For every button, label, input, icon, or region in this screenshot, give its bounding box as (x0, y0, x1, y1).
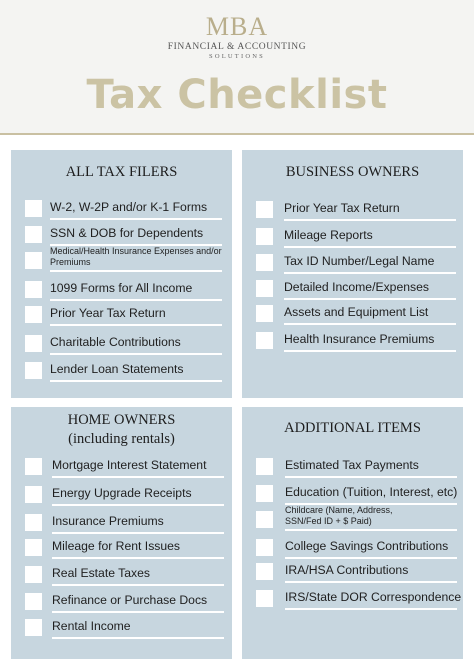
checklist-item (11, 485, 232, 509)
checklist-item (11, 361, 232, 385)
checkbox[interactable] (256, 539, 273, 556)
checklist-item (242, 200, 463, 224)
divider (285, 581, 457, 583)
logo-company-subtitle: SOLUTIONS (209, 53, 265, 60)
checklist-item-label: Education (Tuition, Interest, etc) (285, 485, 458, 499)
panel-title: ADDITIONAL ITEMS (284, 420, 421, 436)
header (0, 0, 474, 135)
panel-additional-items (242, 407, 463, 659)
checklist-item (11, 565, 232, 589)
checklist-item-label: 1099 Forms for All Income (50, 281, 193, 295)
panel-all-tax-filers (11, 150, 232, 398)
checklist-item (242, 505, 463, 534)
checkbox[interactable] (25, 200, 42, 217)
divider (50, 270, 222, 272)
checklist-item (11, 305, 232, 329)
checkbox[interactable] (25, 619, 42, 636)
panel-business-owners (242, 150, 463, 398)
checkbox[interactable] (25, 335, 42, 352)
checklist-item (11, 538, 232, 562)
checklist-item (11, 592, 232, 616)
checklist-item-label: Charitable Contributions (50, 335, 181, 349)
checklist-item-label: Real Estate Taxes (52, 566, 151, 580)
divider (52, 611, 224, 613)
divider (284, 323, 456, 325)
divider (285, 476, 457, 478)
panel-subtitle: (including rentals) (68, 431, 175, 447)
divider (52, 476, 224, 478)
divider (285, 608, 457, 610)
checklist-item-label: Prior Year Tax Return (284, 201, 400, 215)
checklist-item (242, 562, 463, 586)
checklist-item-label: Tax ID Number/Legal Name (284, 254, 435, 268)
divider (285, 557, 457, 559)
divider (284, 350, 456, 352)
checkbox[interactable] (256, 511, 273, 528)
checklist-item (242, 279, 463, 303)
checklist-item (11, 246, 232, 275)
panel-title: HOME OWNERS (67, 412, 176, 428)
checkbox[interactable] (25, 566, 42, 583)
checklist-item (242, 227, 463, 251)
checkbox[interactable] (25, 458, 42, 475)
checkbox[interactable] (256, 201, 273, 218)
checklist-item-label: Health Insurance Premiums (284, 332, 435, 346)
checkbox[interactable] (25, 306, 42, 323)
divider (284, 219, 456, 221)
checklist-item-label: SSN & DOB for Dependents (50, 226, 204, 240)
checklist-item-label: Lender Loan Statements (50, 362, 184, 376)
divider (50, 353, 222, 355)
logo-company-name: FINANCIAL & ACCOUNTING (167, 42, 307, 52)
checkbox[interactable] (25, 362, 42, 379)
logo-mark: MBA (205, 12, 269, 41)
page-title: Tax Checklist (86, 72, 388, 118)
divider (50, 380, 222, 382)
checklist-item-label: Detailed Income/Expenses (284, 280, 429, 294)
checkbox[interactable] (256, 254, 273, 271)
checkbox[interactable] (25, 281, 42, 298)
panel-home-owners (11, 407, 232, 659)
checklist-item (11, 457, 232, 481)
divider (285, 529, 457, 531)
checklist-item-label: Estimated Tax Payments (285, 458, 419, 472)
checklist-item-label: Mileage for Rent Issues (52, 539, 181, 553)
checklist-item (11, 199, 232, 223)
divider (284, 272, 456, 274)
checkbox[interactable] (25, 226, 42, 243)
checklist-item-label: Rental Income (52, 619, 131, 633)
checklist-item-label: Mileage Reports (284, 228, 373, 242)
checkbox[interactable] (256, 590, 273, 607)
checkbox[interactable] (25, 486, 42, 503)
checklist-item-label: Assets and Equipment List (284, 305, 429, 319)
checkbox[interactable] (256, 228, 273, 245)
checklist-item-label: Medical/Health Insurance Expenses and/or Premiums (50, 246, 222, 267)
checklist-item (242, 253, 463, 277)
checklist-item (242, 331, 463, 355)
divider (52, 637, 224, 639)
checklist-item-label: Energy Upgrade Receipts (52, 486, 192, 500)
checklist-item-label: College Savings Contributions (285, 539, 449, 553)
divider (284, 246, 456, 248)
checklist-item-label: Mortgage Interest Statement (52, 458, 207, 472)
checklist-item (242, 538, 463, 562)
checklist-item (11, 618, 232, 642)
checkbox[interactable] (25, 593, 42, 610)
checkbox[interactable] (25, 539, 42, 556)
checklist-item (242, 457, 463, 481)
checklist-item (242, 589, 463, 613)
checklist-item-label: Insurance Premiums (52, 514, 164, 528)
checklist-item (11, 280, 232, 304)
checkbox[interactable] (25, 252, 42, 269)
checkbox[interactable] (256, 485, 273, 502)
divider (284, 298, 456, 300)
checklist-item-label: IRS/State DOR Correspondence (285, 590, 462, 604)
checklist-item (11, 513, 232, 537)
checkbox[interactable] (256, 280, 273, 297)
checkbox[interactable] (256, 563, 273, 580)
checklist-item-label: Prior Year Tax Return (50, 306, 166, 320)
divider (50, 299, 222, 301)
checklist-item-label: Refinance or Purchase Docs (52, 593, 208, 607)
divider (52, 584, 224, 586)
panel-title: BUSINESS OWNERS (285, 164, 420, 180)
checklist-item-label: IRA/HSA Contributions (285, 563, 409, 577)
divider (52, 532, 224, 534)
checklist-item-label: W-2, W-2P and/or K-1 Forms (50, 200, 208, 214)
checklist-item-label: Childcare (Name, Address, SSN/Fed ID + $ Paid) (285, 505, 393, 526)
panel-title: ALL TAX FILERS (65, 164, 178, 180)
checkbox[interactable] (256, 458, 273, 475)
checklist-item (242, 304, 463, 328)
checkbox[interactable] (256, 305, 273, 322)
divider (52, 557, 224, 559)
checklist-item (11, 334, 232, 358)
divider (50, 218, 222, 220)
checkbox[interactable] (25, 514, 42, 531)
divider (50, 324, 222, 326)
divider (52, 504, 224, 506)
checkbox[interactable] (256, 332, 273, 349)
